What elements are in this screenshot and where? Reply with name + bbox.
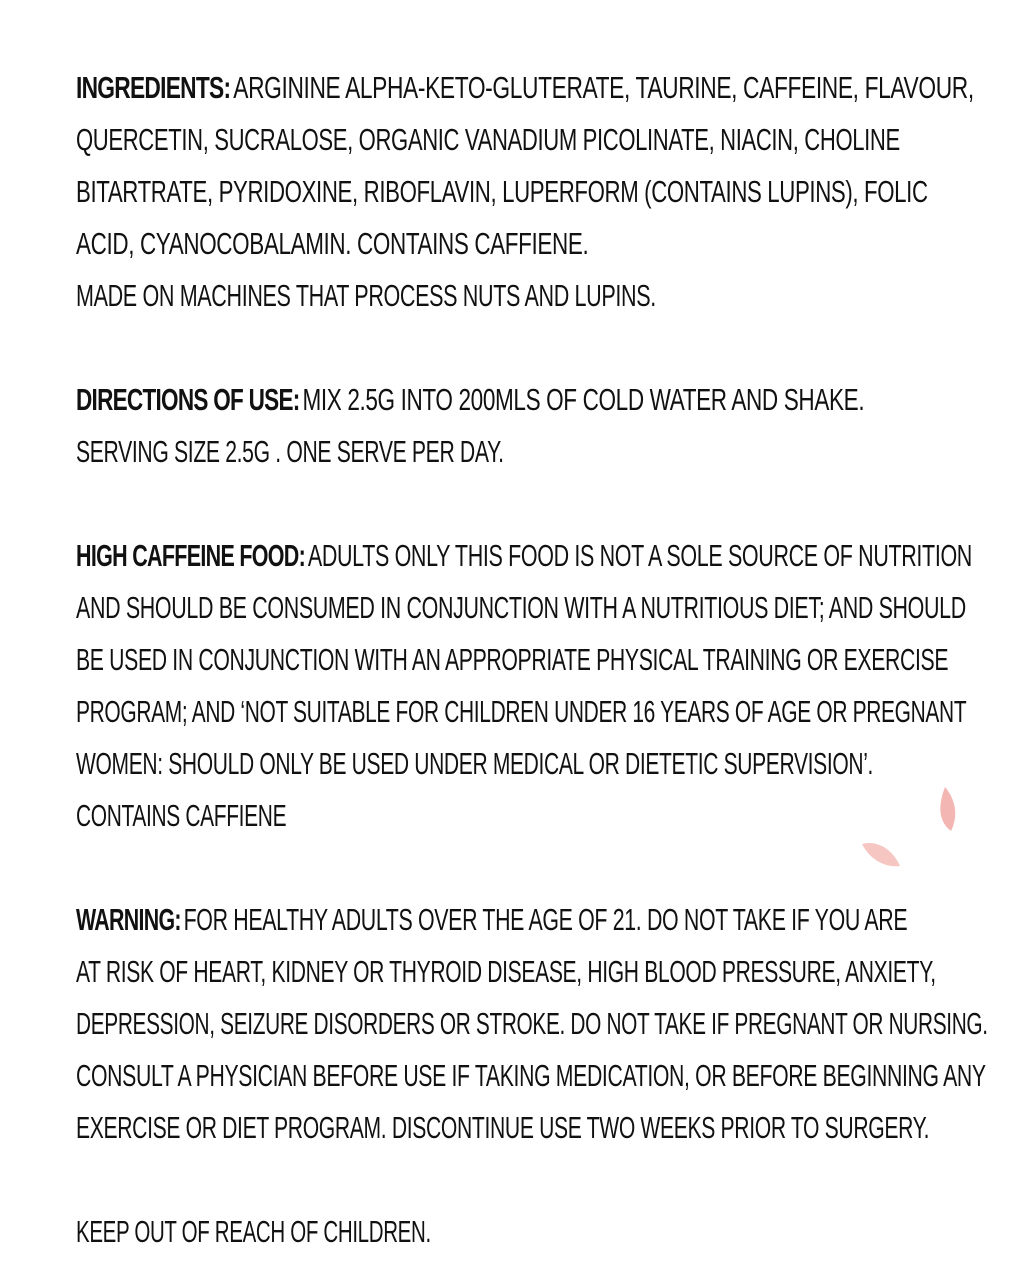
- text-line: DEPRESSION, SEIZURE DISORDERS OR STROKE. DO NOT TAKE IF PREGNANT OR NURSING.: [76, 1006, 988, 1041]
- directions-heading: DIRECTIONS OF USE:: [76, 382, 300, 417]
- text-line: CONTAINS CAFFIENE: [76, 798, 287, 833]
- ingredients-heading: INGREDIENTS:: [76, 70, 231, 105]
- text-line: SERVING SIZE 2.5G . ONE SERVE PER DAY.: [76, 434, 504, 469]
- text-line: AND SHOULD BE CONSUMED IN CONJUNCTION WITH A NUTRITIOUS DIET; AND SHOULD: [76, 590, 966, 625]
- text-line: CONSULT A PHYSICIAN BEFORE USE IF TAKING MEDICATION, OR BEFORE BEGINNING ANY: [76, 1058, 986, 1093]
- warning-section: [76, 894, 1006, 1154]
- text-line: MADE ON MACHINES THAT PROCESS NUTS AND LUPINS.: [76, 278, 656, 313]
- text-line: PROGRAM; AND ‘NOT SUITABLE FOR CHILDREN UNDER 16 YEARS OF AGE OR PREGNANT: [76, 694, 967, 729]
- warning-heading: WARNING:: [76, 902, 181, 937]
- text-line: HIGH CAFFEINE FOOD:ADULTS ONLY THIS FOOD IS NOT A SOLE SOURCE OF NUTRITION: [76, 538, 972, 573]
- text-line: INGREDIENTS:ARGININE ALPHA-KETO-GLUTERATE, TAURINE, CAFFEINE, FLAVOUR,: [76, 70, 974, 105]
- text-line: EXERCISE OR DIET PROGRAM. DISCONTINUE USE TWO WEEKS PRIOR TO SURGERY.: [76, 1110, 930, 1145]
- text-line: BITARTRATE, PYRIDOXINE, RIBOFLAVIN, LUPERFORM (CONTAINS LUPINS), FOLIC: [76, 174, 928, 209]
- high-caffeine-section: [76, 530, 1006, 842]
- text-line: BE USED IN CONJUNCTION WITH AN APPROPRIATE PHYSICAL TRAINING OR EXERCISE: [76, 642, 949, 677]
- text-line: WOMEN: SHOULD ONLY BE USED UNDER MEDICAL OR DIETETIC SUPERVISION’.: [76, 746, 874, 781]
- label-text-panel: [76, 62, 1006, 1258]
- text-line: ACID, CYANOCOBALAMIN. CONTAINS CAFFIENE.: [76, 226, 589, 261]
- ingredients-section: [76, 62, 1006, 322]
- directions-section: [76, 374, 1006, 478]
- keep-out-section: [76, 1206, 1006, 1258]
- text-line: WARNING:FOR HEALTHY ADULTS OVER THE AGE OF 21. DO NOT TAKE IF YOU ARE: [76, 902, 908, 937]
- high-caffeine-heading: HIGH CAFFEINE FOOD:: [76, 538, 306, 573]
- text-line: QUERCETIN, SUCRALOSE, ORGANIC VANADIUM PICOLINATE, NIACIN, CHOLINE: [76, 122, 900, 157]
- text-line: KEEP OUT OF REACH OF CHILDREN.: [76, 1214, 431, 1249]
- text-line: AT RISK OF HEART, KIDNEY OR THYROID DISEASE, HIGH BLOOD PRESSURE, ANXIETY,: [76, 954, 936, 989]
- text-line: DIRECTIONS OF USE:MIX 2.5G INTO 200MLS OF COLD WATER AND SHAKE.: [76, 382, 865, 417]
